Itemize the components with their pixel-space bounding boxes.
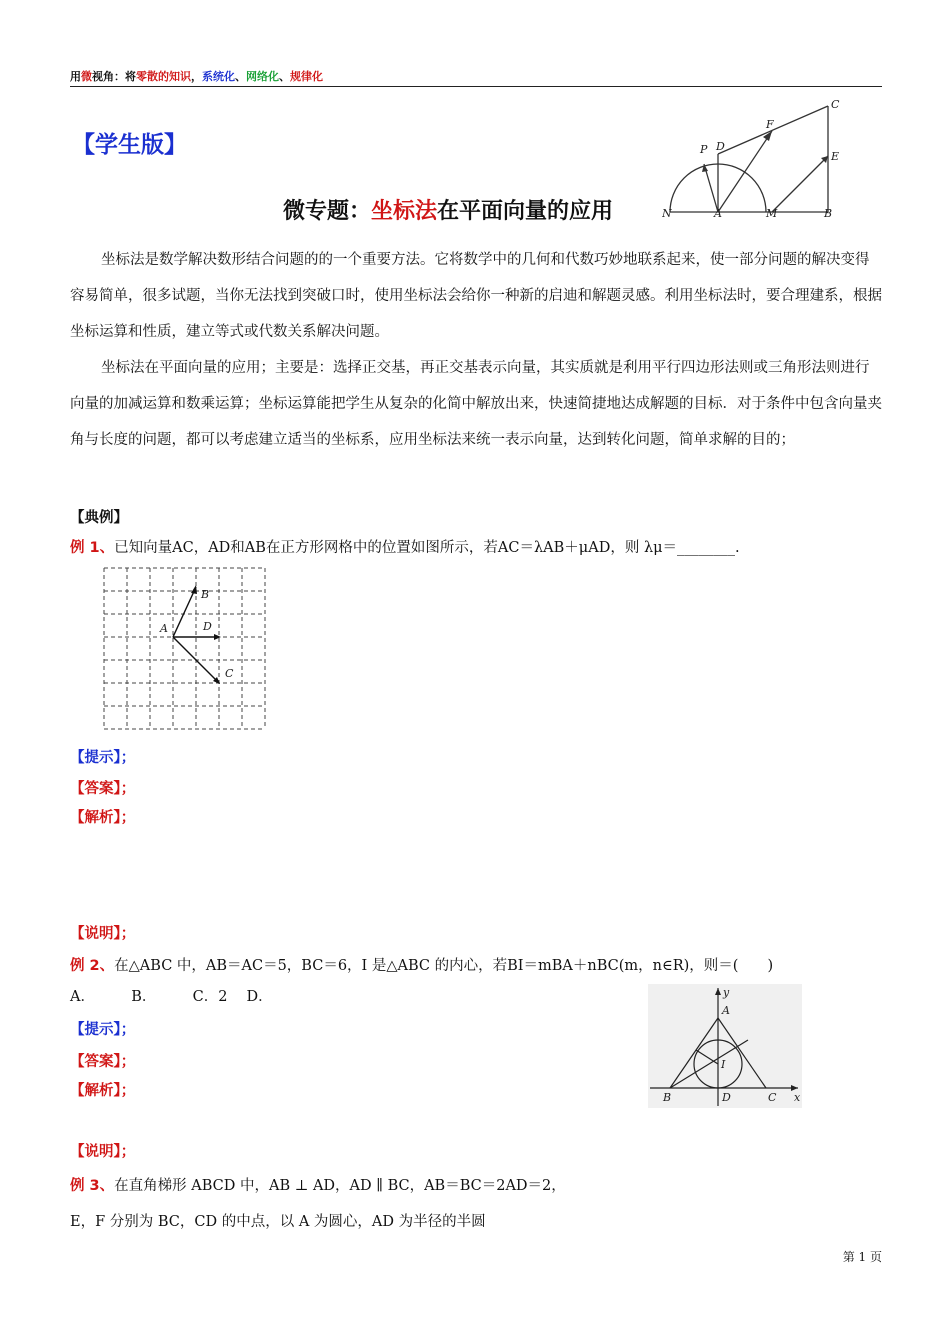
- example-number: 例 2、: [70, 958, 115, 974]
- header-divider: [70, 86, 882, 87]
- fig-label-i: I: [721, 1058, 726, 1071]
- intro-paragraph: 坐标法在平面向量的应用；主要是：选择正交基，再正交基表示向量，其实质就是利用平行四边形法则或三角形法则进行向量的加减运算和数乘运算；坐标运算能把学生从复杂的化简中解放出来，快速简捷地达成解题的目标．对于条件中包含向量夹角与长度的问题，都可以考虑建立适当的坐标系，应用坐标法来统一表示向量，达到转化问题，简单求解的目的；: [70, 360, 882, 448]
- hint-label: 【提示】；: [70, 1022, 136, 1038]
- figure-triangle-incircle: [648, 984, 802, 1108]
- fig-label-a: A: [722, 1004, 730, 1017]
- header-text: 、: [279, 70, 290, 83]
- example-text: 在直角梯形 ABCD 中，AB ⊥ AD，AD ∥ BC，AB＝BC＝2AD＝2，: [114, 1178, 566, 1194]
- fig-label-a: A: [160, 622, 168, 635]
- example-2: [70, 954, 773, 975]
- example-number: 例 1、: [70, 540, 115, 556]
- example-3: [70, 1174, 566, 1195]
- header-text: 系统化: [202, 70, 235, 83]
- header-text: 网络化: [246, 70, 279, 83]
- header-text: 微: [81, 70, 92, 83]
- fig-label-f: F: [766, 118, 774, 131]
- header-text: 、: [235, 70, 246, 83]
- fig-label-n: N: [662, 207, 672, 220]
- fig-label-b: B: [201, 588, 210, 601]
- header-text: 用: [70, 70, 81, 83]
- fig-label-b: B: [824, 207, 833, 220]
- fig-label-m: M: [766, 207, 778, 220]
- note-label: 【说明】；: [70, 926, 136, 942]
- header-text: 视角：将: [92, 70, 136, 83]
- intro-paragraph: 坐标法是数学解决数形结合问题的的一个重要方法。它将数学中的几何和代数巧妙地联系起来，使一部分问题的解决变得容易简单，很多试题，当你无法找到突破口时，使用坐标法会给你一种新的启迪和解题灵感。利用坐标法时，要合理建系，根据坐标运算和性质，建立等式或代数关系解决问题。: [70, 252, 882, 340]
- example-2-options: A． B． C．2 D．: [70, 989, 273, 1005]
- example-number: 例 3、: [70, 1178, 115, 1194]
- fig-label-y: y: [723, 986, 730, 999]
- fig-label-x: x: [794, 1091, 801, 1104]
- fig-label-d: D: [203, 620, 212, 633]
- fig-label-a: A: [714, 207, 722, 220]
- fig-label-c: C: [225, 667, 234, 680]
- fig-label-b: B: [663, 1091, 672, 1104]
- figure-trapezoid-semicircle: [662, 96, 846, 222]
- analysis-label: 【解析】；: [70, 1083, 136, 1099]
- header-text: ，: [191, 70, 202, 83]
- note-label: 【说明】；: [70, 1144, 136, 1160]
- intro-text: [70, 242, 882, 458]
- typical-examples-label: 【典例】: [70, 510, 128, 526]
- example-text: 在△ABC 中，AB＝AC＝5，BC＝6，I 是△ABC 的内心，若BI＝mBA＋nBC(m，n∈R)，则＝( ): [114, 958, 774, 974]
- fig-label-c: C: [831, 98, 840, 111]
- page-header: [70, 68, 323, 84]
- title-prefix: 微专题：: [283, 199, 372, 224]
- example-text: 已知向量AC，AD和AB在正方形网格中的位置如图所示，若AC＝λAB＋μAD，则 λμ＝________.: [114, 540, 740, 556]
- figure-grid-vectors: [100, 564, 268, 732]
- student-version-label: 【学生版】: [72, 132, 187, 158]
- analysis-label: 【解析】；: [70, 810, 136, 826]
- fig-label-c: C: [768, 1091, 777, 1104]
- fig-label-d: D: [722, 1091, 731, 1104]
- fig-label-p: P: [700, 143, 708, 156]
- title-suffix: 在平面向量的应用: [437, 199, 614, 224]
- title-highlight: 坐标法: [371, 199, 438, 224]
- header-text: 零散的知识: [136, 70, 191, 83]
- fig-label-d: D: [716, 140, 725, 153]
- example-3-line2: E，F 分别为 BC，CD 的中点，以 A 为圆心，AD 为半径的半圆: [70, 1214, 486, 1230]
- page-title: [283, 194, 613, 225]
- page-number: 第 1 页: [842, 1250, 882, 1264]
- answer-label: 【答案】；: [70, 781, 136, 797]
- fig-label-e: E: [831, 150, 840, 163]
- header-text: 规律化: [290, 70, 323, 83]
- answer-label: 【答案】；: [70, 1054, 136, 1070]
- hint-label: 【提示】；: [70, 750, 136, 766]
- example-1: [70, 536, 740, 557]
